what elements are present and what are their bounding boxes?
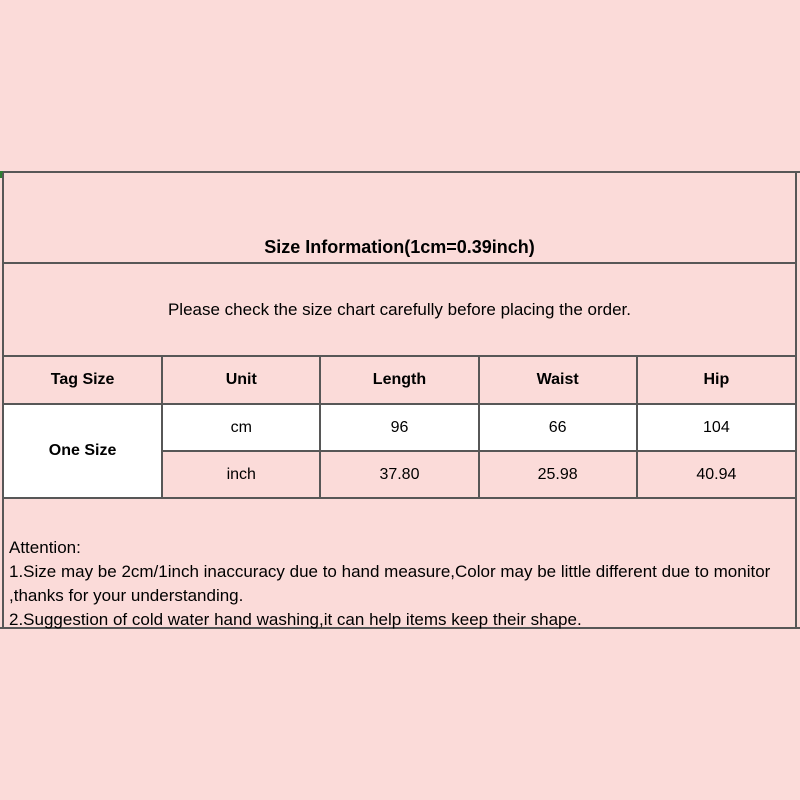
header-unit: Unit	[162, 357, 320, 404]
size-table-header-row	[4, 357, 795, 404]
attention-line-1: 1.Size may be 2cm/1inch inaccuracy due to hand measure,Color may be little different due to monitor	[9, 562, 771, 581]
cell-unit-inch: inch	[162, 451, 320, 498]
cell-waist-cm: 66	[479, 404, 637, 451]
header-tag-size: Tag Size	[4, 357, 162, 404]
cell-hip-cm: 104	[637, 404, 795, 451]
attention-note	[4, 499, 795, 629]
size-chart-panel	[2, 173, 797, 627]
cell-tag-size: One Size	[4, 404, 162, 498]
cell-unit-cm: cm	[162, 404, 320, 451]
size-chart-subtitle: Please check the size chart carefully before placing the order.	[4, 264, 795, 357]
header-length: Length	[320, 357, 478, 404]
attention-heading: Attention:	[9, 538, 81, 557]
attention-line-3: 2.Suggestion of cold water hand washing,it can help items keep their shape.	[9, 610, 582, 629]
size-table	[4, 357, 795, 499]
header-waist: Waist	[479, 357, 637, 404]
size-chart-title: Size Information(1cm=0.39inch)	[4, 173, 795, 264]
cell-hip-inch: 40.94	[637, 451, 795, 498]
header-hip: Hip	[637, 357, 795, 404]
cell-length-cm: 96	[320, 404, 478, 451]
cell-waist-inch: 25.98	[479, 451, 637, 498]
size-table-row-cm	[4, 404, 795, 451]
attention-line-2: ,thanks for your understanding.	[9, 586, 244, 605]
cell-length-inch: 37.80	[320, 451, 478, 498]
